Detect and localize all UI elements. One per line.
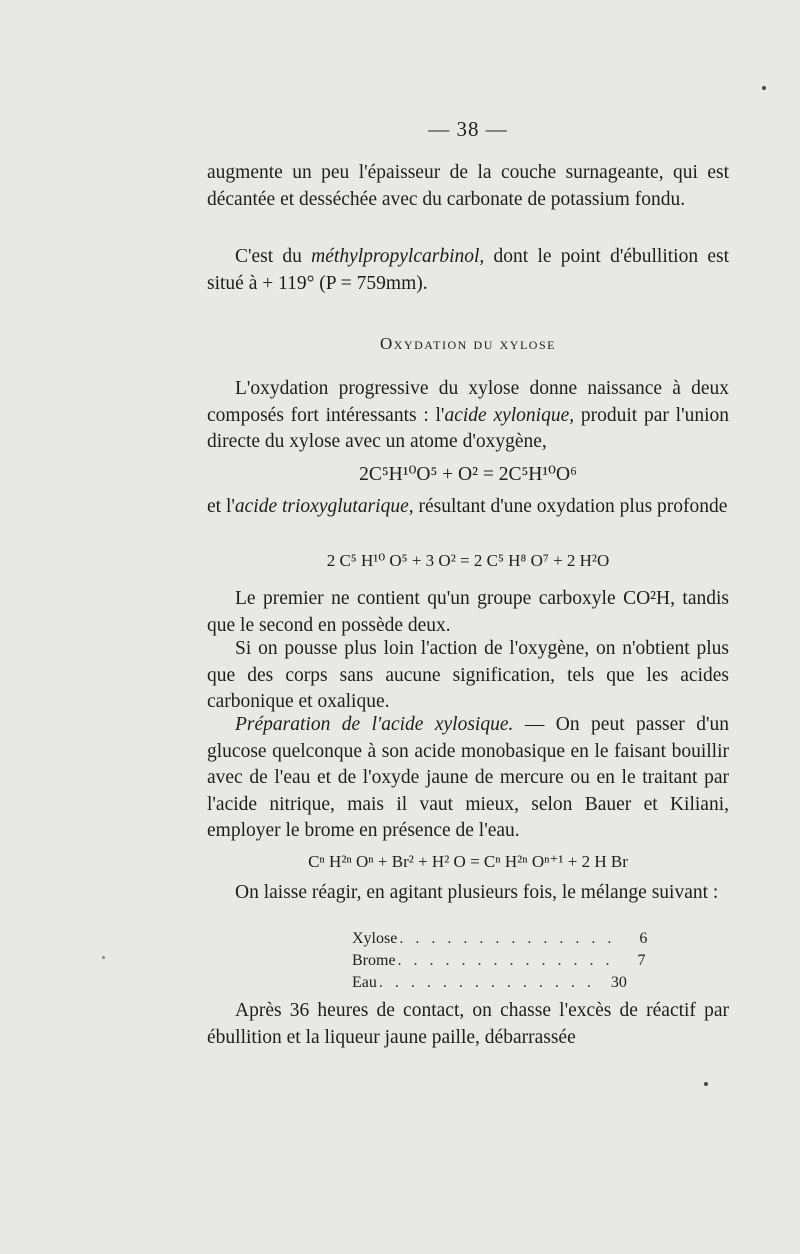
- formula-trioxyglutaric: 2 C⁵ H¹⁰ O⁵ + 3 O² = 2 C⁵ H⁸ O⁷ + 2 H²O: [326, 551, 610, 570]
- paragraph-mixture: On laisse réagir, en agitant plusieurs fois, le mélange suivant :: [235, 882, 719, 903]
- formula-xylonic: 2C⁵H¹⁰O⁵ + O² = 2C⁵H¹⁰O⁶: [359, 464, 577, 485]
- paragraph-boiling-point: C'est du méthylpropylcarbinol, dont le point d'ébullition est situé à + 119° (P = 759mm).: [207, 246, 729, 294]
- page-number: — 38 —: [428, 117, 508, 141]
- formula-bromine: Cⁿ H²ⁿ Oⁿ + Br² + H² O = Cⁿ H²ⁿ Oⁿ⁺¹ + 2 H Br: [308, 852, 628, 871]
- reagent-row: Eau . . . . . . . . . . . . . . 30: [352, 974, 627, 991]
- paper-speck: [762, 86, 766, 90]
- paragraph-carboxyl: Le premier ne contient qu'un groupe carboxyle CO²H, tandis que le second en possède deux.: [207, 588, 729, 636]
- paper-speck: [102, 956, 105, 959]
- paragraph-preparation: Préparation de l'acide xylosique. — On peut passer d'un glucose quelconque à son acide monobasique en le faisant bouillir avec de l'eau et de l'oxyde jaune de mercure ou en le traitant par l'acide nitrique, mais il vaut mieux, selon Bauer et Kiliani, employer le brome en présence de l'eau.: [207, 714, 729, 841]
- paragraph-oxidation: L'oxydation progressive du xylose donne naissance à deux composés fort intéressants : l'acide xylonique, produit par l'union directe du xylose avec un atome d'oxygène,: [207, 378, 729, 452]
- section-heading: Oxydation du xylose: [380, 334, 556, 353]
- paragraph-further-oxidation: Si on pousse plus loin l'action de l'oxygène, on n'obtient plus que des corps sans aucune signification, tels que les acides carbonique et oxalique.: [207, 638, 729, 712]
- paragraph-continuation: augmente un peu l'épaisseur de la couche surnageante, qui est décantée et desséchée avec du carbonate de potassium fondu.: [207, 162, 729, 210]
- paragraph-after-contact: Après 36 heures de contact, on chasse l'excès de réactif par ébullition et la liqueur jaune paille, débarrassée: [207, 1000, 729, 1048]
- reagent-row: Brome . . . . . . . . . . . . . . 7: [352, 952, 646, 969]
- paragraph-trioxyglutaric: et l'acide trioxyglutarique, résultant d'une oxydation plus profonde: [207, 496, 728, 517]
- reagent-row: Xylose . . . . . . . . . . . . . . 6: [352, 930, 648, 947]
- reagent-list: [352, 928, 648, 994]
- paper-speck: [704, 1082, 708, 1086]
